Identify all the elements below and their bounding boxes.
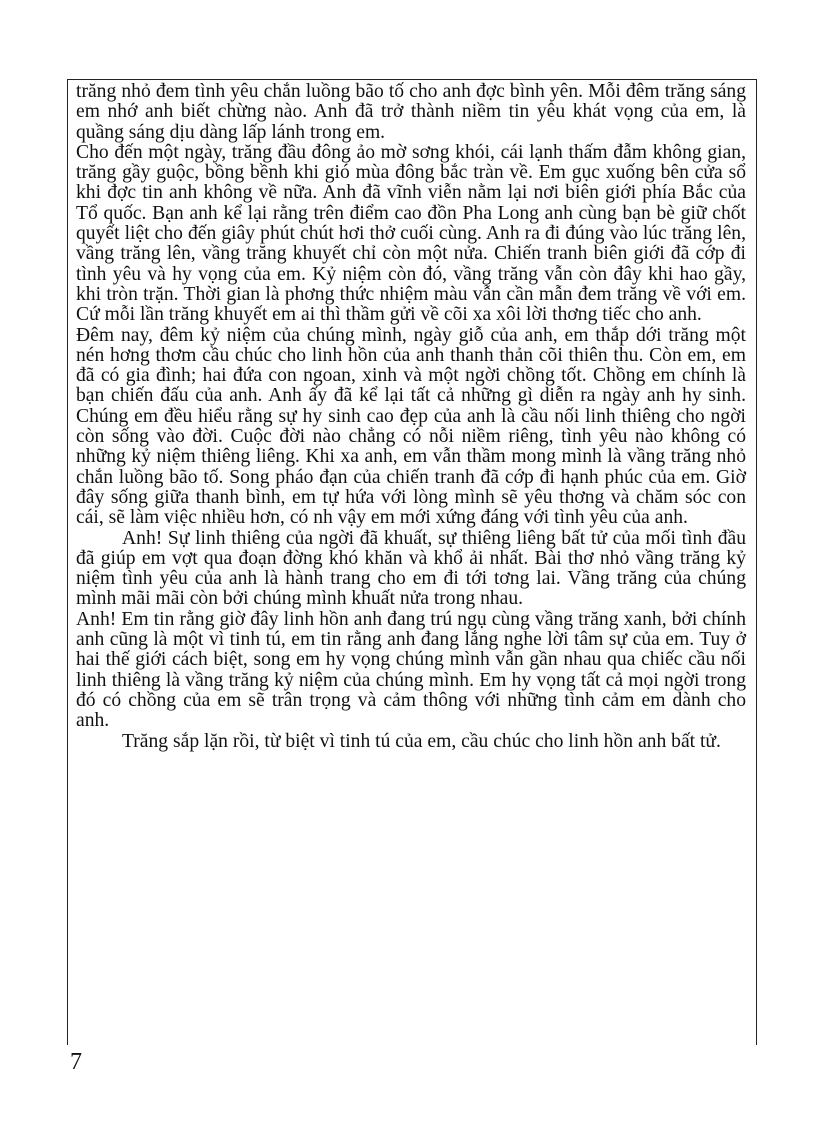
paragraph-6: Trăng sắp lặn rồi, từ biệt vì tinh tú của em, cầu chúc cho linh hồn anh bất tử. [122, 730, 721, 752]
document-body [76, 82, 746, 752]
paragraph-3: Đêm nay, đêm kỷ niệm của chúng mình, ngày giỗ của anh, em thắp dới trăng một nén hơng thơm cầu chúc cho linh hồn của anh thanh thản cõi thiên thu. Còn em, em đã có gia đình; hai đứa con ngoan, xinh và một ngời chồng tốt. Chồng em chính là bạn chiến đấu của anh. Anh ấy đã kể lại tất cả những gì diễn ra ngày anh hy sinh. Chúng em đều hiểu rằng sự hy sinh cao đẹp của anh là cầu nối linh thiêng cho ngời còn sống vào đời. Cuộc đời nào chẳng có nỗi niềm riêng, tình yêu nào không có những kỷ niệm thiêng liêng. Khi xa anh, em vẫn thầm mong mình là vầng trăng nhỏ chắn luồng bão tố. Song pháo đạn của chiến tranh đã cớp đi hạnh phúc của em. Giờ đây sống giữa thanh bình, em tự hứa với lòng mình sẽ yêu thơng và chăm sóc con cái, sẽ làm việc nhiều hơn, có nh vậy em mới xứng đáng với tình yêu của anh. [76, 324, 746, 529]
paragraph-4: Anh! Sự linh thiêng của ngời đã khuất, sự thiêng liêng bất tử của mối tình đầu đã giúp em vợt qua đoạn đờng khó khăn và khổ ải nhất. Bài thơ nhỏ vầng trăng kỷ niệm tình yêu của anh là hành trang cho em đi tới tơng lai. Vầng trăng của chúng mình mãi mãi còn bởi chúng mình khuất nửa trong nhau. [76, 527, 746, 610]
paragraph-2: Cho đến một ngày, trăng đầu đông ảo mờ sơng khói, cái lạnh thấm đẫm không gian, trăng gầy guộc, bồng bềnh khi gió mùa đông bắc tràn về. Em gục xuống bên cửa sổ khi đợc tin anh không về nữa. Anh đã vĩnh viễn nằm lại nơi biên giới phía Bắc của Tổ quốc. Bạn anh kể lại rằng trên điểm cao đồn Pha Long anh cùng bạn bè giữ chốt quyết liệt cho đến giây phút chút hơi thở cuối cùng. Anh ra đi đúng vào lúc trăng lên, vầng trăng lên, vầng trăng khuyết chỉ còn một nửa. Chiến tranh biên giới đã cớp đi tình yêu và hy vọng của em. Kỷ niệm còn đó, vầng trăng vẫn còn đây khi hao gầy, khi tròn trặn. Thời gian là phơng thức nhiệm màu vẫn cần mẫn đem trăng về với em. Cứ mỗi lần trăng khuyết em ai thì thầm gửi về cõi xa xôi lời thơng tiếc cho anh. [76, 141, 746, 326]
page-frame [67, 79, 757, 1045]
paragraph-5: Anh! Em tin rằng giờ đây linh hồn anh đang trú ngụ cùng vầng trăng xanh, bởi chính anh cũng là một vì tinh tú, em tin rằng anh đang lắng nghe lời tâm sự của em. Tuy ở hai thế giới cách biệt, song em hy vọng chúng mình vẫn gần nhau qua chiếc cầu nối linh thiêng là vầng trăng kỷ niệm của chúng mình. Em hy vọng tất cả mọi ngời trong đó có chồng của em sẽ trân trọng và cảm thông với những tình cảm em dành cho anh. [76, 608, 746, 732]
paragraph-1: trăng nhỏ đem tình yêu chắn luồng bão tố cho anh đợc bình yên. Mỗi đêm trăng sáng em nhớ anh biết chừng nào. Anh đã trở thành niềm tin yêu khát vọng của em, là quầng sáng dịu dàng lấp lánh trong em. [76, 81, 746, 143]
page-number: 7 [70, 1049, 82, 1075]
